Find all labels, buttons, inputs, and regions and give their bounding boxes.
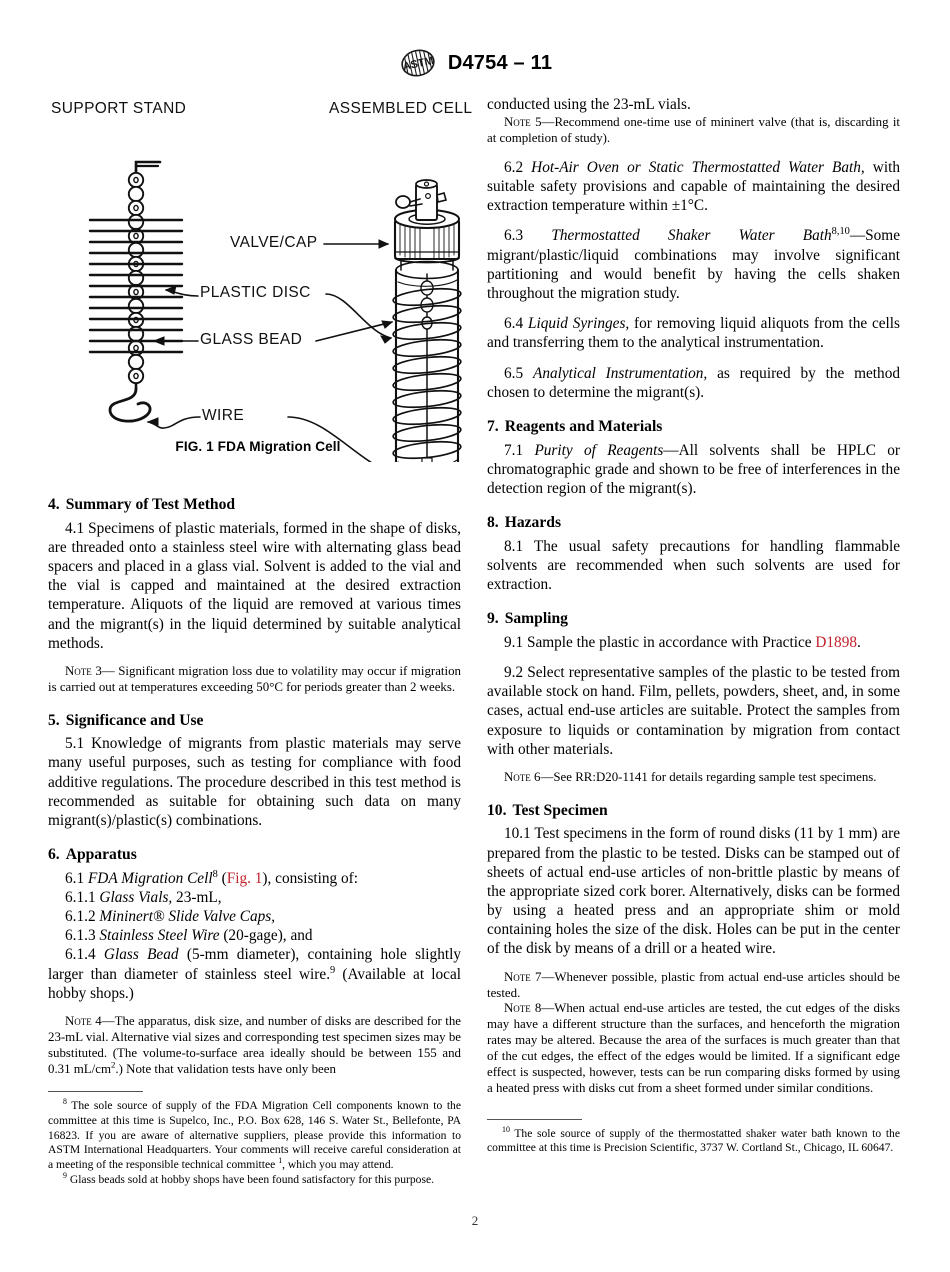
- paragraph-7-1-rest: —All solvents shall be HPLC or chromatographic grade and shown to be free of interferences in the detection region of the migrant(s).: [487, 441, 901, 497]
- note-6: [487, 770, 900, 786]
- paragraph-6-1-3-title: Stainless Steel Wire: [99, 927, 220, 945]
- note-4-text-b: .) Note that validation tests have only been: [115, 1061, 336, 1076]
- paragraph-4-1: 4.1 Specimens of plastic materials, formed in the shape of disks, are threaded onto a stainless steel wire with alternating glass bead spacers and placed in a glass vial. Solvent is added to the vial and the vial is capped and maintained at the desired extraction temperature. Aliquots of the liquid are removed at various times and the migrant(s) in the liquid determined by suitable analytical methods.: [48, 519, 461, 652]
- heading-text-8: Hazards: [504, 514, 562, 532]
- paragraph-6-5-rest: as required by the method chosen to determine the migrant(s).: [487, 364, 900, 401]
- footnote-8-inner-marker: 1: [278, 1156, 283, 1166]
- astm-logo-icon: [398, 48, 438, 78]
- note-6-label: Note 6—: [504, 769, 554, 784]
- note-8-text: When actual end-use articles are tested, the cut edges of the disks may have a different structure than the surfaces, and henceforth the migration rates may be altered. Because the area of the surfaces is much greater than that of the cut edges, the effect of the edges would be limited. If a significant edge effect is suspected, however, tests can be run comparing disks formed by using a heated press with disks cut from a sheet formed under similar conditions.: [487, 1001, 900, 1095]
- paragraph-6-4-number: 6.4: [504, 315, 528, 333]
- paragraph-6-1-1-title: Glass Vials,: [99, 888, 173, 906]
- footnote-separator-right: [487, 1119, 582, 1120]
- note-4-superscript: 2: [111, 1059, 116, 1070]
- paragraph-6-1-number: 6.1: [65, 869, 88, 887]
- note-8-label: Note 8—: [504, 1001, 555, 1016]
- paragraph-6-3: [487, 226, 900, 303]
- standard-reference-link-d1898[interactable]: D1898: [815, 633, 858, 651]
- paragraph-6-1-rest: ), consisting of:: [262, 869, 359, 887]
- paragraph-6-1-2-title: Mininert® Slide Valve Caps,: [99, 908, 276, 926]
- left-column: [48, 95, 461, 1187]
- paragraph-6-1-1: [48, 888, 461, 907]
- paragraph-9-2: 9.2 Select representative samples of the plastic to be tested from available stock on hand. Film, pellets, powders, sheet, and, in some cases, actual end-use articles are suitable. Protect the samples from exposure to liquids or contamination by migration from contact with other materials.: [487, 663, 900, 758]
- paragraph-6-5-number: 6.5: [504, 364, 533, 382]
- paragraph-6-2-title: Hot-Air Oven or Static Thermostatted Water Bath,: [531, 158, 865, 176]
- figure-label-support-stand: SUPPORT STAND: [51, 100, 187, 117]
- paragraph-9-1-period: .: [857, 633, 861, 651]
- footnote-8: [48, 1099, 461, 1172]
- paragraph-6-1-4: [48, 945, 461, 1003]
- note-7-label: Note 7—: [504, 969, 555, 984]
- paragraph-9-1-text: 9.1 Sample the plastic in accordance with Practice: [504, 633, 816, 651]
- paragraph-6-1-3: [48, 926, 461, 945]
- paragraph-6-4-title: Liquid Syringes,: [527, 315, 630, 333]
- footnote-10: [487, 1124, 900, 1156]
- paragraph-6-1-2-number: 6.1.2: [65, 908, 100, 926]
- note-7-text: Whenever possible, plastic from actual end-use articles should be tested.: [487, 969, 900, 1000]
- paragraph-6-2-rest: with suitable safety provisions and capable of maintaining the desired extraction temperature within ±1°C.: [487, 158, 900, 215]
- note-3-text: Significant migration loss due to volatility may occur if migration is carried out at temperatures exceeding 50°C for periods greater than 2 weeks.: [48, 663, 461, 694]
- paragraph-6-5: [487, 364, 900, 402]
- svg-text:ASTM: ASTM: [401, 54, 435, 74]
- paragraph-6-3-number: 6.3: [504, 227, 552, 245]
- heading-significance-and-use: [48, 711, 461, 731]
- note-5-text: Recommend one-time use of mininert valve (that is, discarding it at completion of study).: [487, 115, 900, 146]
- heading-number-10: 10.: [487, 801, 507, 819]
- paragraph-6-1-title: FDA Migration Cell: [87, 869, 213, 887]
- heading-test-specimen: [487, 801, 900, 821]
- heading-text-10: Test Specimen: [512, 801, 608, 819]
- note-4-text-a: The apparatus, disk size, and number of disks are described for the 23-mL vial. Alternative vial sizes and corresponding test specimen sizes may be substituted. (The volume-to-surface area ideally should be between 155 and 0.31 mL/cm: [48, 1013, 461, 1076]
- note-3-label: Note 3—: [65, 663, 115, 678]
- paragraph-6-3-rest: —Some migrant/plastic/liquid combinations may involve significant partitioning and would benefit by having the cells shaken throughout the migration study.: [487, 227, 900, 303]
- footnote-8-marker: 8: [63, 1097, 67, 1107]
- right-column: [487, 95, 900, 1156]
- heading-hazards: [487, 513, 900, 533]
- figure-label-wire: WIRE: [202, 407, 245, 424]
- paragraph-6-1-1-number: 6.1.1: [65, 888, 100, 906]
- paragraph-10-1: 10.1 Test specimens in the form of round disks (11 by 1 mm) are prepared from the plastic to be tested. Disks can be stamped out of sheets of actual end-use articles of non-brittle plastic by means of the appropriate sized cork borer. Alternatively, disks can be formed by using a heated press and an appropriate shim or mold containing holes the size of the disk. Holes can be put in the center of the disk by means of a drill or a heated wire.: [487, 825, 900, 958]
- figure-label-plastic-disc: PLASTIC DISC: [200, 284, 311, 301]
- note-4: [48, 1014, 461, 1077]
- paragraph-6-2: [487, 158, 900, 216]
- heading-text-6: Apparatus: [65, 846, 137, 864]
- paragraph-6-1: [48, 869, 461, 888]
- paragraph-6-3-footnote-ref: 8,10: [831, 226, 850, 238]
- paragraph-6-1-3-number: 6.1.3: [65, 927, 100, 945]
- paragraph-6-1-1-rest: 23-mL,: [172, 888, 222, 906]
- figure-reference-link[interactable]: Fig. 1: [226, 869, 263, 887]
- figure-label-glass-bead: GLASS BEAD: [200, 331, 303, 348]
- paragraph-7-1-title: Purity of Reagents: [534, 441, 664, 459]
- footnote-8-text: The sole source of supply of the FDA Migration Cell components known to the committee at this time is Supelco, Inc., P.O. Box 628, 146 S. Water St., Bellefonte, PA 16823. If you are aware of alternative suppliers, please provide this information to ASTM International Headquarters. Your comments will receive careful consideration at a meeting of the responsible technical committee: [48, 1099, 461, 1172]
- heading-sampling: [487, 609, 900, 629]
- paragraph-6-1-3-rest: (20-gage), and: [219, 927, 313, 945]
- paragraph-6-4-rest: for removing liquid aliquots from the cells and transferring them to the analytical instrumentation.: [487, 315, 901, 352]
- footnote-9-text: Glass beads sold at hobby shops have been found satisfactory for this purpose.: [66, 1172, 435, 1186]
- paragraph-6-1-4-footnote-ref: 9: [330, 964, 336, 976]
- footnote-9-marker: 9: [63, 1170, 67, 1180]
- heading-number-6: 6.: [48, 846, 60, 864]
- heading-text-7: Reagents and Materials: [504, 417, 663, 435]
- paragraph-6-1-4-tail: (Available at local hobby shops.): [48, 965, 461, 1002]
- note-6-text: See RR:D20-1141 for details regarding sample test specimens.: [553, 769, 877, 784]
- page-header: [0, 48, 950, 78]
- document-designation: D4754 – 11: [447, 51, 553, 74]
- paragraph-8-1: 8.1 The usual safety precautions for handling flammable solvents are recommended when such solvents are used for extraction.: [487, 537, 900, 594]
- heading-reagents-and-materials: [487, 417, 900, 437]
- paragraph-6-1-4-title: Glass Bead: [103, 946, 179, 964]
- note-5: [487, 115, 900, 147]
- figure-caption: FIG. 1 FDA Migration Cell: [175, 439, 341, 454]
- paragraph-6-2-number: 6.2: [504, 158, 532, 176]
- note-7: [487, 970, 900, 1002]
- paragraph-7-1-number: 7.1: [504, 441, 535, 459]
- heading-text-4: Summary of Test Method: [65, 496, 236, 513]
- paragraph-6-1-4-number: 6.1.4: [65, 946, 104, 964]
- paragraph-5-1: 5.1 Knowledge of migrants from plastic materials may serve many useful purposes, such as testing for compliance with food additive regulations. The procedure described in this test method is recommended as suitable for obtaining such data on many migrant(s)/plastic(s) combinations.: [48, 735, 461, 829]
- heading-number-5: 5.: [48, 711, 60, 729]
- paragraph-6-1-2: [48, 907, 461, 926]
- paragraph-6-4: [487, 314, 900, 352]
- figure-label-valve-cap: VALVE/CAP: [230, 234, 318, 251]
- paragraph-6-1-paren: (: [217, 869, 227, 887]
- figure-label-assembled-cell: ASSEMBLED CELL: [329, 100, 473, 117]
- paragraph-6-1-4-rest: (5-mm diameter), containing hole slightly larger than diameter of stainless steel wire.: [48, 946, 461, 983]
- heading-number-9: 9.: [487, 610, 499, 628]
- paragraph-6-5-title: Analytical Instrumentation,: [532, 364, 708, 382]
- paragraph-6-3-title: Thermostatted Shaker Water Bath: [551, 227, 832, 245]
- heading-text-9: Sampling: [504, 610, 568, 628]
- footnote-9: [48, 1170, 461, 1188]
- footnote-10-marker: 10: [502, 1124, 510, 1134]
- footnote-8-tail: , which you may attend.: [282, 1158, 394, 1172]
- page-number: 2: [471, 1213, 479, 1228]
- heading-number-7: 7.: [487, 417, 499, 435]
- heading-number-8: 8.: [487, 514, 499, 532]
- heading-text-5: Significance and Use: [65, 711, 204, 729]
- note-4-label: Note 4—: [65, 1013, 115, 1028]
- heading-number-4: 4.: [48, 496, 60, 513]
- note-5-label: Note 5—: [504, 115, 555, 130]
- paragraph-continuation: conducted using the 23-mL vials.: [487, 96, 691, 113]
- note-8: [487, 1001, 900, 1096]
- paragraph-7-1: [487, 441, 900, 499]
- footnote-10-text: The sole source of supply of the thermostatted shaker water bath known to the committee at this time is Precision Scientific, 3737 W. Cortland St., Chicago, IL 60647.: [487, 1126, 900, 1155]
- paragraph-6-1-footnote-ref: 8: [212, 868, 218, 880]
- heading-summary-of-test-method: [48, 495, 461, 515]
- footnote-separator-left: [48, 1091, 143, 1092]
- heading-apparatus: [48, 845, 461, 865]
- note-3: [48, 664, 461, 696]
- paragraph-9-1: [487, 633, 900, 652]
